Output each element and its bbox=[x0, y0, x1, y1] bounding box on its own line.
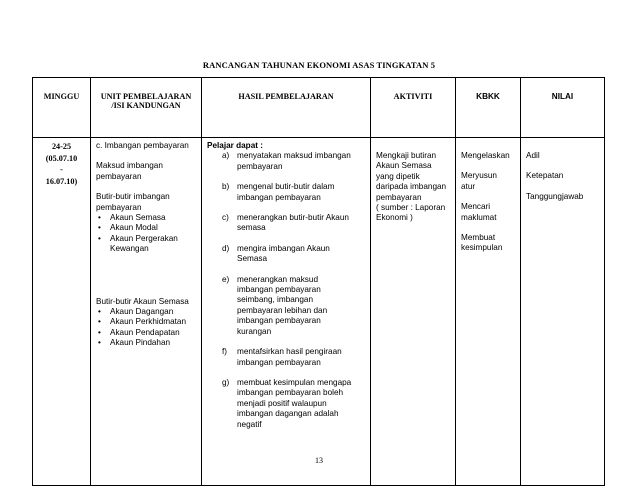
header-row bbox=[33, 78, 605, 138]
header-nilai: NILAI bbox=[521, 78, 605, 138]
minggu-line3: - bbox=[60, 165, 63, 174]
list-item: • Akaun Pindahan bbox=[96, 338, 197, 348]
aktiviti-line: yang dipetik bbox=[376, 171, 420, 181]
aktiviti-line: Akaun Semasa bbox=[376, 161, 432, 171]
aktiviti-line: daripada imbangan bbox=[376, 182, 447, 192]
document-title: RANCANGAN TAHUNAN EKONOMI ASAS TINGKATAN 5 bbox=[202, 60, 436, 70]
aktiviti-line: ( sumber : Laporan bbox=[376, 203, 446, 213]
kbkk-item2-line2: atur bbox=[461, 181, 476, 191]
hasil-item-g bbox=[207, 378, 356, 430]
kbkk-item3-line1: Mencari bbox=[461, 202, 491, 212]
aktiviti-line: Mengkaji butiran bbox=[376, 151, 437, 160]
aktiviti-line: pembayaran bbox=[376, 192, 422, 202]
hasil-item-text: mentafsirkan hasil pengiraan imbangan pembayaran bbox=[237, 347, 342, 367]
kbkk-item1: Mengelaskan bbox=[461, 151, 510, 160]
table-row bbox=[33, 138, 605, 486]
hasil-item-label: g) bbox=[222, 377, 230, 387]
unit-list1 bbox=[96, 213, 197, 255]
nilai-item3: Tanggungjawab bbox=[526, 191, 584, 201]
cell-kbkk bbox=[456, 138, 521, 486]
hasil-item-text: membuat kesimpulan mengapa imbangan pembayaran boleh menjadi positif walaupun imbangan dagangan adalah negatif bbox=[237, 377, 352, 429]
minggu-line1: 24-25 bbox=[51, 142, 72, 151]
hasil-item-label: a) bbox=[222, 151, 230, 161]
unit-heading2-line1: Maksud imbangan bbox=[96, 161, 163, 171]
hasil-item-f bbox=[207, 347, 356, 368]
list-item: • Akaun Modal bbox=[96, 223, 197, 233]
header-hasil: HASIL PEMBELAJARAN bbox=[202, 78, 371, 138]
hasil-item-label: b) bbox=[222, 182, 230, 192]
minggu-line4: 16.07.10) bbox=[45, 176, 78, 186]
unit-list2 bbox=[96, 307, 197, 349]
hasil-item-e bbox=[207, 275, 356, 337]
hasil-intro: Pelajar dapat : bbox=[207, 141, 263, 150]
header-aktiviti: AKTIVITI bbox=[371, 78, 456, 138]
nilai-item1: Adil bbox=[526, 151, 540, 160]
aktiviti-line: Ekonomi ) bbox=[376, 213, 413, 223]
hasil-item-label: d) bbox=[222, 243, 230, 253]
header-unit-line2: /ISI KANDUNGAN bbox=[111, 101, 181, 110]
cell-nilai bbox=[521, 138, 605, 486]
cell-unit bbox=[91, 138, 202, 486]
cell-aktiviti bbox=[371, 138, 456, 486]
unit-heading3-line1: Butir-butir imbangan bbox=[96, 192, 170, 202]
list-item: • Akaun Pergerakan Kewangan bbox=[96, 234, 197, 255]
lesson-plan-table bbox=[32, 77, 605, 486]
kbkk-item4-line1: Membuat bbox=[461, 233, 496, 243]
hasil-item-b bbox=[207, 182, 356, 203]
header-minggu: MINGGU bbox=[33, 78, 91, 138]
hasil-item-text: mengira imbangan Akaun Semasa bbox=[237, 243, 330, 264]
unit-heading1: c. Imbangan pembayaran bbox=[96, 141, 189, 150]
unit-heading4: Butir-butir Akaun Semasa bbox=[96, 296, 189, 306]
hasil-item-text: menyatakan maksud imbangan pembayaran bbox=[237, 151, 351, 171]
hasil-item-text: menerangkan butir-butir Akaun semasa bbox=[237, 213, 349, 233]
hasil-item-label: f) bbox=[222, 347, 228, 357]
unit-heading2-line2: pembayaran bbox=[96, 171, 142, 181]
hasil-item-label: e) bbox=[222, 274, 230, 284]
header-unit bbox=[91, 78, 202, 138]
kbkk-item2-line1: Meryusun bbox=[461, 171, 497, 181]
nilai-item2: Ketepatan bbox=[526, 171, 564, 181]
list-item: • Akaun Dagangan bbox=[96, 307, 197, 317]
list-item: • Akaun Perkhidmatan bbox=[96, 317, 197, 327]
kbkk-item3-line2: maklumat bbox=[461, 212, 497, 222]
header-kbkk: KBKK bbox=[456, 78, 521, 138]
hasil-item-c bbox=[207, 213, 356, 234]
hasil-item-text: mengenal butir-butir dalam imbangan pembayaran bbox=[237, 182, 335, 202]
cell-hasil bbox=[202, 138, 371, 486]
list-item: • Akaun Pendapatan bbox=[96, 328, 197, 338]
unit-heading3-line2: pembayaran bbox=[96, 202, 142, 212]
kbkk-item4-line2: kesimpulan bbox=[461, 243, 503, 253]
list-item: • Akaun Semasa bbox=[96, 213, 197, 223]
header-unit-line1: UNIT PEMBELAJARAN bbox=[100, 92, 192, 101]
hasil-item-label: c) bbox=[222, 213, 229, 223]
hasil-item-a bbox=[207, 151, 356, 172]
hasil-item-text: menerangkan maksud imbangan pembayaran seimbang, imbangan pembayaran lebihan dan imbangan pembayaran kurangan bbox=[237, 274, 328, 336]
cell-minggu bbox=[33, 138, 91, 486]
page-number: 13 bbox=[315, 456, 323, 465]
minggu-line2: (05.07.10 bbox=[45, 153, 78, 163]
hasil-item-d bbox=[207, 244, 356, 265]
